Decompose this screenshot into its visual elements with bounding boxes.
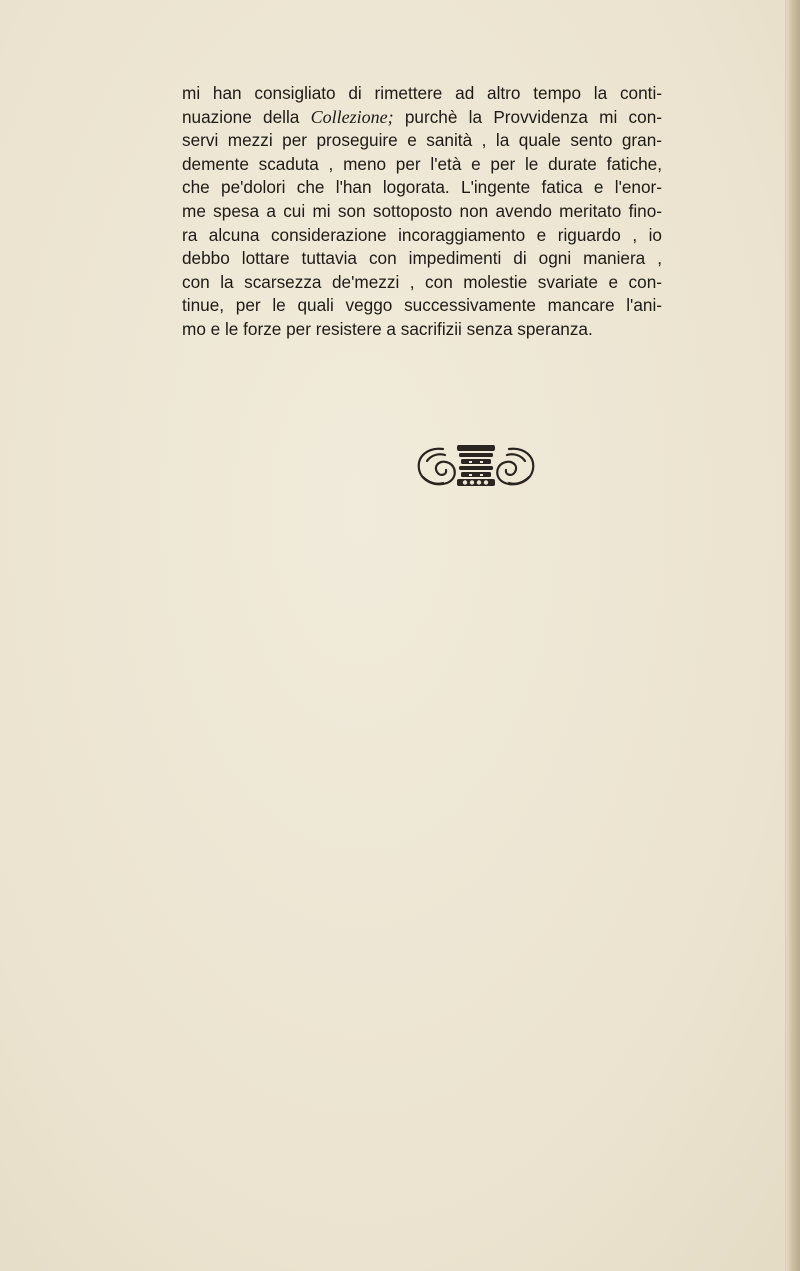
text-line-5: che pe'dolori che l'han logorata. L'ingente fatica e l'enor-: [182, 177, 662, 198]
page-edge: [786, 0, 800, 1271]
text-line-9: con la scarsezza de'mezzi , con molestie svariate e con-: [182, 271, 662, 292]
italic-title: Collezione;: [310, 106, 394, 127]
text-line-4: demente scaduta , meno per l'età e per le durate fatiche,: [182, 153, 662, 174]
text-line-1: mi han consigliato di rimettere ad altro tempo la conti-: [182, 83, 662, 103]
printer-ornament-icon: [413, 441, 539, 491]
text-line-11: mo e le forze per resistere a sacrifizii senza speranza.: [182, 318, 593, 339]
body-paragraph: [182, 82, 662, 342]
text-line-2: [182, 106, 662, 130]
text-line-3: servi mezzi per proseguire e sanità , la quale sento gran-: [182, 130, 662, 151]
text-line-6: me spesa a cui mi son sottoposto non avendo meritato fino-: [182, 200, 662, 221]
text-line-8: debbo lottare tuttavia con impedimenti di ogni maniera ,: [182, 248, 662, 269]
text-line-10: tinue, per le quali veggo successivamente mancare l'ani-: [182, 295, 662, 316]
text-line-2-end: purchè la Provvidenza mi con-: [404, 106, 662, 127]
text-line-7: ra alcuna considerazione incoraggiamento e riguardo , io: [182, 224, 662, 245]
text-line-2-start: nuazione della: [182, 106, 300, 127]
